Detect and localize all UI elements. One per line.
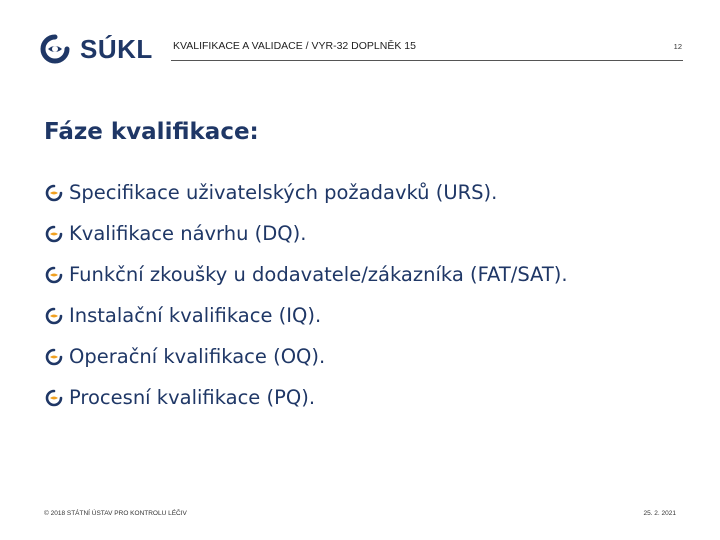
list-item	[44, 213, 568, 254]
header-divider	[171, 60, 683, 61]
circle-swirl-bullet-icon	[44, 307, 64, 325]
footer-date: 25. 2. 2021	[643, 510, 676, 517]
list-item	[44, 254, 568, 295]
list-item	[44, 172, 568, 213]
list-item-text: Funkční zkoušky u dodavatele/zákazníka (FAT/SAT).	[69, 263, 568, 286]
header-title: KVALIFIKACE A VALIDACE / VYR-32 DOPLNĚK 15	[173, 40, 416, 52]
list-item	[44, 295, 568, 336]
circle-swirl-bullet-icon	[44, 389, 64, 407]
list-item-text: Procesní kvalifikace (PQ).	[69, 386, 316, 409]
logo-text: SÚKL	[80, 34, 153, 64]
sukl-logo	[38, 34, 153, 64]
list-item-text: Instalační kvalifikace (IQ).	[69, 304, 322, 327]
circle-swirl-bullet-icon	[44, 348, 64, 366]
circle-swirl-bullet-icon	[44, 266, 64, 284]
circle-swirl-bullet-icon	[44, 225, 64, 243]
circle-swirl-bullet-icon	[44, 184, 64, 202]
list-item	[44, 336, 568, 377]
bullet-list	[44, 172, 568, 418]
list-item	[44, 377, 568, 418]
sukl-logo-mark-icon	[38, 34, 72, 64]
footer-copyright: © 2018 STÁTNÍ ÚSTAV PRO KONTROLU LÉČIV	[44, 510, 187, 517]
list-item-text: Specifikace uživatelských požadavků (URS).	[69, 181, 498, 204]
slide-title: Fáze kvalifikace:	[44, 119, 259, 145]
list-item-text: Operační kvalifikace (OQ).	[69, 345, 326, 368]
list-item-text: Kvalifikace návrhu (DQ).	[69, 222, 307, 245]
page-number: 12	[673, 42, 682, 51]
